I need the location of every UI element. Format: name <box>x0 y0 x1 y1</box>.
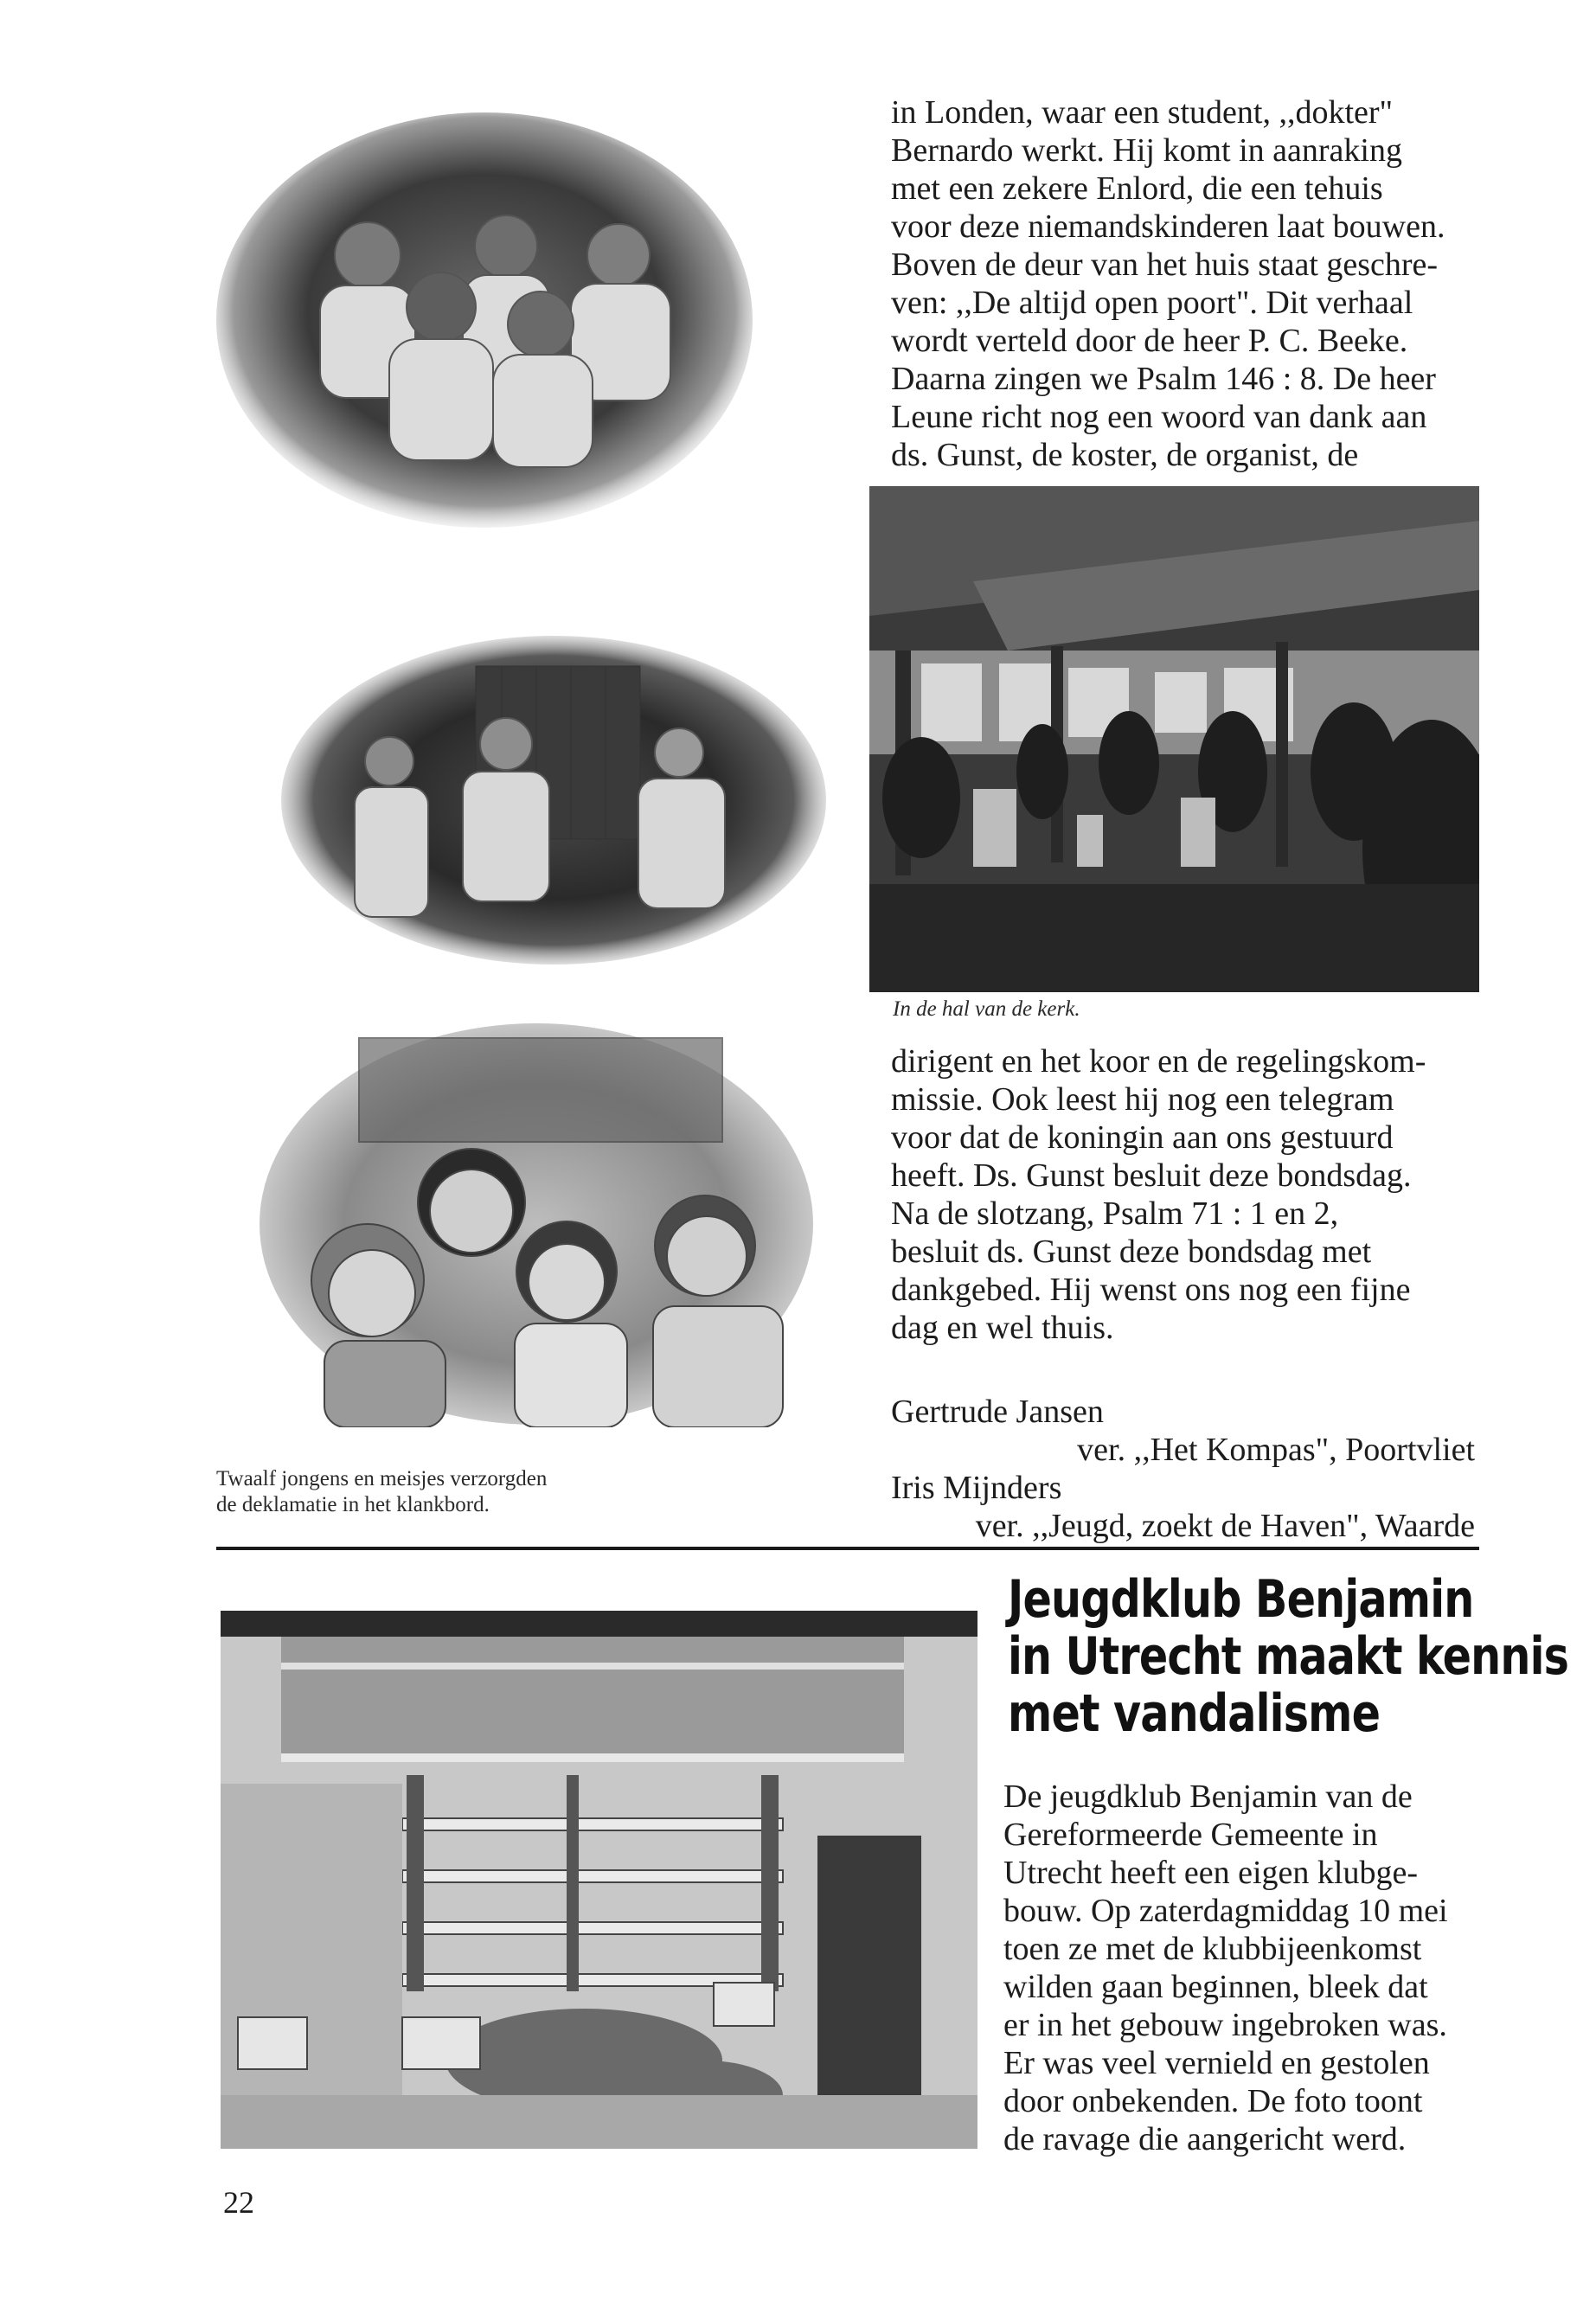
text-line: de ravage die aangericht werd. <box>1003 2121 1407 2157</box>
article-text-continued <box>891 1042 1475 1347</box>
author-signature <box>891 1393 1475 1545</box>
text-line: De jeugdklub Benjamin van de <box>1003 1779 1413 1815</box>
text-line: in Londen, waar een student, ,,dokter" <box>891 94 1394 131</box>
photo-five-girls <box>208 104 761 545</box>
photo-three-children <box>277 631 830 969</box>
headline-line: met vandalisme <box>1008 1683 1381 1744</box>
text-line: Leune richt nog een woord van dank aan <box>891 399 1427 435</box>
text-line: met een zekere Enlord, die een tehuis <box>891 170 1383 207</box>
photo-church-hall <box>869 486 1479 992</box>
text-line: voor dat de koningin aan ons gestuurd <box>891 1119 1394 1156</box>
photo-four-girls-image <box>255 1021 817 1427</box>
left-photo-caption <box>216 1466 701 1518</box>
left-caption-line: de deklamatie in het klankbord. <box>216 1493 490 1516</box>
text-line: dankgebed. Hij wenst ons nog een fijne <box>891 1272 1411 1308</box>
text-line: er in het gebouw ingebroken was. <box>1003 2007 1447 2043</box>
section-divider <box>216 1547 1479 1550</box>
hall-caption: In de hal van de kerk. <box>893 997 1080 1021</box>
photo-church-hall-image <box>869 486 1479 992</box>
article-text-top <box>891 93 1475 474</box>
text-line: door onbekenden. De foto toont <box>1003 2083 1423 2119</box>
headline-line: Jeugdklub Benjamin <box>1008 1569 1474 1630</box>
text-line: Boven de deur van het huis staat geschre- <box>891 247 1439 283</box>
text-line: wilden gaan beginnen, bleek dat <box>1003 1969 1428 2005</box>
text-line: voor deze niemandskinderen laat bouwen. <box>891 208 1445 245</box>
author-name: Gertrude Jansen <box>891 1394 1104 1430</box>
headline-line: in Utrecht maakt kennis <box>1008 1626 1569 1687</box>
author-name: Iris Mijnders <box>891 1470 1062 1506</box>
text-line: dag en wel thuis. <box>891 1310 1114 1346</box>
text-line: toen ze met de klubbijeenkomst <box>1003 1931 1422 1967</box>
article-headline <box>1008 1571 1568 1742</box>
photo-three-children-image <box>277 631 830 969</box>
text-line: ds. Gunst, de koster, de organist, de <box>891 437 1359 473</box>
photo-vandalized-room-image <box>221 1611 977 2149</box>
article-text-vandalism <box>1003 1778 1475 2158</box>
text-line: Bernardo werkt. Hij komt in aanraking <box>891 132 1402 169</box>
photo-five-girls-image <box>208 104 761 545</box>
text-line: besluit ds. Gunst deze bondsdag met <box>891 1234 1372 1270</box>
author-club: ver. ,,Het Kompas", Poortvliet <box>1077 1432 1475 1468</box>
text-line: dirigent en het koor en de regelingskom- <box>891 1043 1426 1080</box>
left-caption-line: Twaalf jongens en meisjes verzorgden <box>216 1467 548 1490</box>
text-line: Utrecht heeft een eigen klubge- <box>1003 1855 1418 1891</box>
text-line: ven: ,,De altijd open poort". Dit verhaal <box>891 285 1413 321</box>
text-line: Daarna zingen we Psalm 146 : 8. De heer <box>891 361 1436 397</box>
text-line: Gereformeerde Gemeente in <box>1003 1817 1378 1853</box>
author-club: ver. ,,Jeugd, zoekt de Haven", Waarde <box>975 1508 1475 1544</box>
text-line: Er was veel vernield en gestolen <box>1003 2045 1430 2081</box>
photo-four-girls <box>255 1021 817 1427</box>
page-number: 22 <box>223 2185 254 2220</box>
text-line: bouw. Op zaterdagmiddag 10 mei <box>1003 1893 1448 1929</box>
text-line: wordt verteld door de heer P. C. Beeke. <box>891 323 1408 359</box>
text-line: Na de slotzang, Psalm 71 : 1 en 2, <box>891 1195 1339 1232</box>
photo-vandalized-room <box>221 1611 977 2149</box>
text-line: missie. Ook leest hij nog een telegram <box>891 1081 1394 1118</box>
text-line: heeft. Ds. Gunst besluit deze bondsdag. <box>891 1157 1412 1194</box>
